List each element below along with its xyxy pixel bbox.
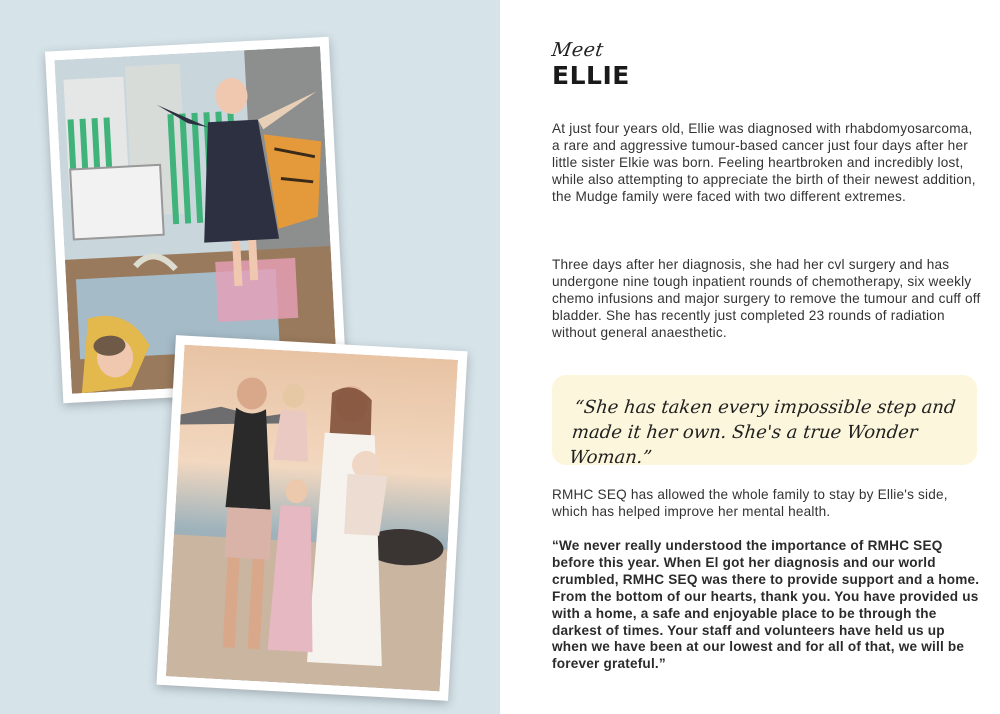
story-heading xyxy=(552,38,630,90)
story-paragraph-diagnosis: At just four years old, Ellie was diagnosed with rhabdomyosarcoma, a rare and aggressive tumour-based cancer just four days after her little sister Elkie was born. Feeling heartbroken and incredibly lost, while also attempting to appreciate the birth of their newest addition, the Mudge family were faced with two different extremes. xyxy=(552,121,976,204)
story-paragraph-treatment: Three days after her diagnosis, she had her cvl surgery and has undergone nine tough inpatient rounds of chemotherapy, six weekly chemo infusions and major surgery to remove the tumour and cuff off bladder. She has recently just completed 23 rounds of radiation without general anaesthetic. xyxy=(552,257,981,340)
story-paragraph-support: RMHC SEQ has allowed the whole family to stay by Ellie's side, which has helped improve her mental health. xyxy=(552,487,948,519)
name-title: ELLIE xyxy=(552,61,630,90)
meet-label: Meet xyxy=(550,39,606,61)
pull-quote-box xyxy=(552,375,977,468)
family-testimonial: “We never really understood the importance of RMHC SEQ before this year. When El got her diagnosis and our world crumbled, RMHC SEQ was there to provide support and a home. From the bottom of our hearts, thank you. You have provided us with a home, a safe and enjoyable place to be through the darkest of times. Your staff and volunteers have held us up when we have been at our lowest and for all of that, we will be forever grateful.” xyxy=(552,538,980,672)
pull-quote-text: “She has taken every impossible step and made it her own. She's a true Wonder Woman.” xyxy=(568,397,957,468)
family-beach-photo xyxy=(156,335,467,701)
